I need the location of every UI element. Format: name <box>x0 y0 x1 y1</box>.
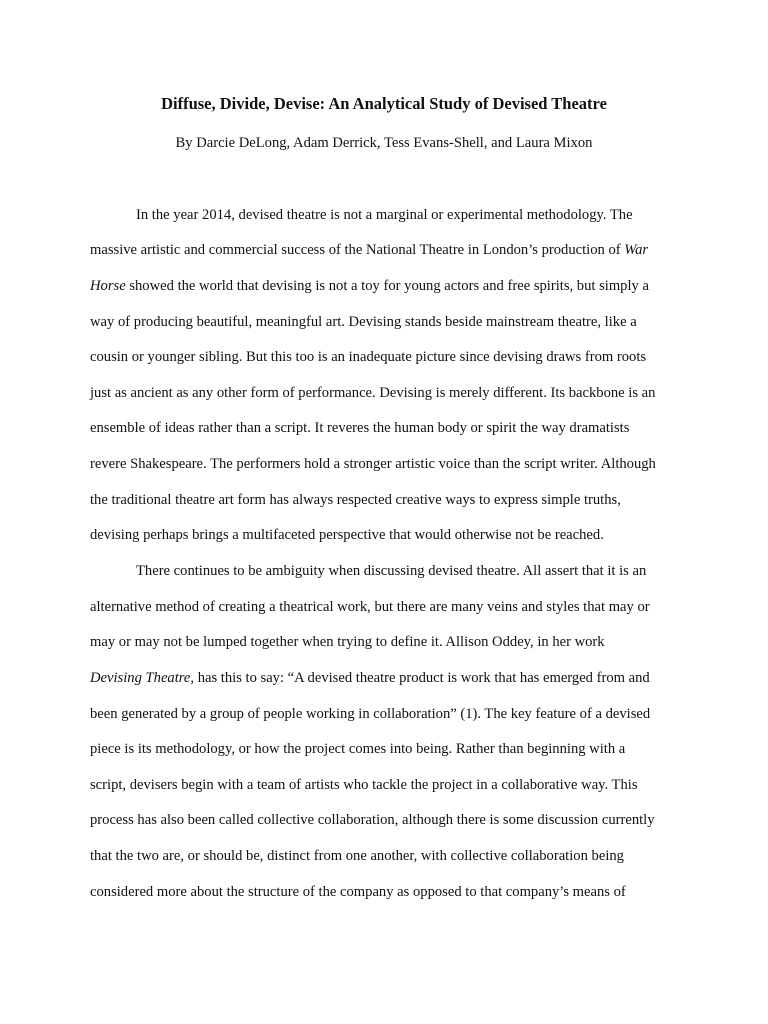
text-line: In the year 2014, devised theatre is not a marginal or experimental methodology. The <box>136 207 633 223</box>
text-line: that the two are, or should be, distinct from one another, with collective collaboration being <box>90 848 624 864</box>
text-line: Horse showed the world that devising is not a toy for young actors and free spirits, but simply a <box>90 278 649 294</box>
text-line: been generated by a group of people working in collaboration” (1). The key feature of a devised <box>90 706 651 722</box>
document-title: Diffuse, Divide, Devise: An Analytical Study of Devised Theatre <box>161 94 607 113</box>
document-byline: By Darcie DeLong, Adam Derrick, Tess Evans-Shell, and Laura Mixon <box>175 135 593 151</box>
text-line: the traditional theatre art form has always respected creative ways to express simple truths, <box>90 492 621 508</box>
text-line: Devising Theatre, has this to say: “A devised theatre product is work that has emerged from and <box>90 670 650 686</box>
text-line: piece is its methodology, or how the project comes into being. Rather than beginning with a <box>90 741 626 757</box>
text-line: may or may not be lumped together when trying to define it. Allison Oddey, in her work <box>90 634 605 650</box>
text-line: ensemble of ideas rather than a script. It reveres the human body or spirit the way dramatists <box>90 420 630 436</box>
text-line: process has also been called collective collaboration, although there is some discussion currently <box>90 812 655 828</box>
text-line: alternative method of creating a theatrical work, but there are many veins and styles that may or <box>90 599 650 615</box>
text-line: considered more about the structure of the company as opposed to that company’s means of <box>90 884 626 900</box>
text-line: script, devisers begin with a team of artists who tackle the project in a collaborative way. This <box>90 777 638 793</box>
text-line: devising perhaps brings a multifaceted perspective that would otherwise not be reached. <box>90 527 604 543</box>
text-line: cousin or younger sibling. But this too is an inadequate picture since devising draws from roots <box>90 349 647 365</box>
text-line: way of producing beautiful, meaningful art. Devising stands beside mainstream theatre, like a <box>90 314 637 330</box>
text-line: There continues to be ambiguity when discussing devised theatre. All assert that it is an <box>136 563 647 579</box>
text-line: just as ancient as any other form of performance. Devising is merely different. Its backbone is an <box>90 385 656 401</box>
text-line: revere Shakespeare. The performers hold a stronger artistic voice than the script writer. Although <box>90 456 656 472</box>
text-line: massive artistic and commercial success of the National Theatre in London’s production of War <box>90 242 649 258</box>
